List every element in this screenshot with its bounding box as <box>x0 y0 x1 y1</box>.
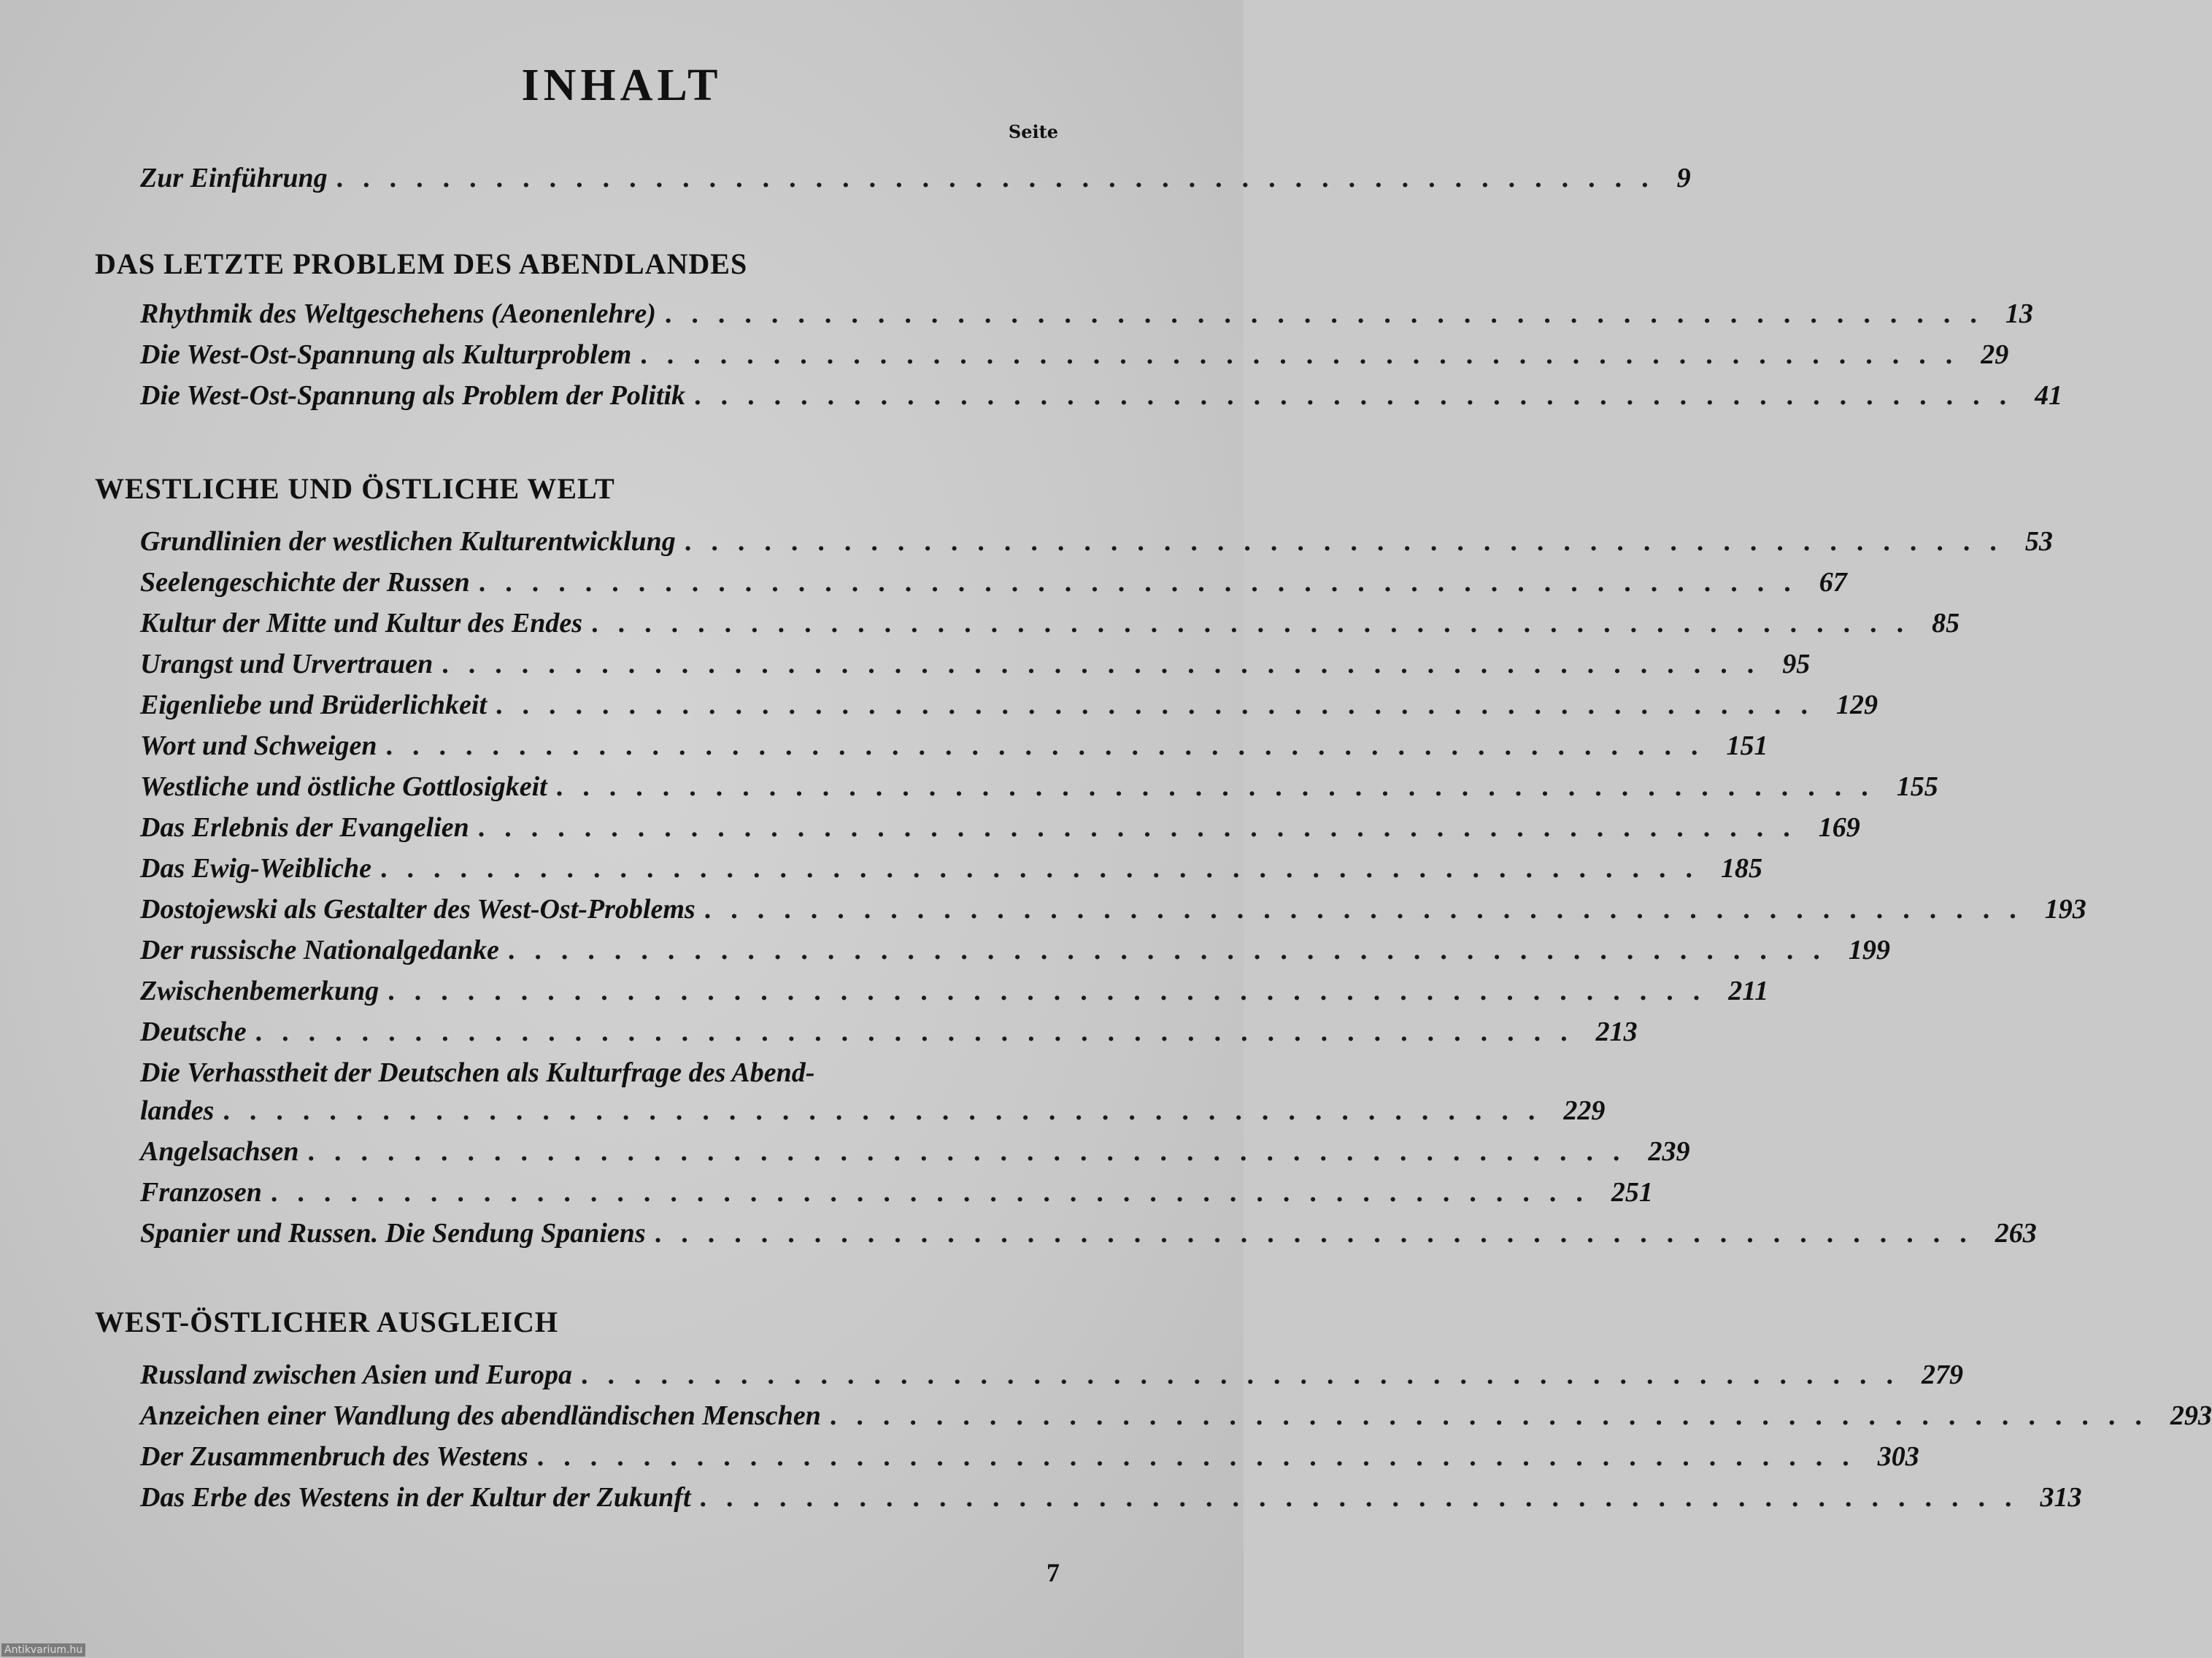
leader-dots: .................................................. <box>223 1095 1555 1126</box>
toc-entry <box>140 648 1811 689</box>
toc-entry-title: Kultur der Mitte und Kultur des Endes <box>140 608 583 639</box>
toc-entry-page: 95 <box>1782 649 1811 679</box>
toc-entry-page: 199 <box>1848 935 1890 965</box>
toc-entry <box>140 934 1890 975</box>
toc-entry-page: 193 <box>2044 894 2086 925</box>
toc-entry-page: 185 <box>1721 853 1763 884</box>
toc-entry-title: Die West-Ost-Spannung als Kulturproblem <box>140 339 632 370</box>
toc-entry-title: Anzeichen einer Wandlung des abendländischen Menschen <box>140 1400 821 1431</box>
toc-entry <box>140 339 2009 379</box>
leader-dots: .................................................. <box>442 649 1774 679</box>
toc-entry-title-line1: Die Verhasstheit der Deutschen als Kulturfrage des Abend- <box>140 1057 815 1088</box>
page-number: 7 <box>1047 1558 1060 1587</box>
toc-entry-title: Eigenliebe und Brüderlichkeit <box>140 690 488 720</box>
toc-entry-title: Die West-Ost-Spannung als Problem der Politik <box>140 380 686 411</box>
toc-entry-title: landes <box>140 1095 215 1126</box>
toc-entry <box>140 1016 1638 1057</box>
toc-entry <box>140 1400 2212 1441</box>
toc-entry-title: Urangst und Urvertrauen <box>140 649 433 679</box>
toc-entry-page: 213 <box>1595 1017 1638 1047</box>
toc-entry-page: 303 <box>1877 1441 1919 1472</box>
toc-entry-page: 263 <box>1995 1218 2037 1249</box>
toc-entry-page: 9 <box>1676 163 1691 193</box>
leader-dots: .................................................. <box>385 730 1718 761</box>
toc-entry <box>140 525 2053 566</box>
toc-entry <box>140 607 1960 648</box>
toc-entry-page: 29 <box>1981 339 2009 370</box>
toc-entry <box>140 771 1938 811</box>
toc-entry <box>140 852 1763 893</box>
leader-dots: .................................................. <box>591 608 1924 639</box>
toc-entry <box>140 1095 1606 1135</box>
toc-entry-page: 313 <box>2040 1482 2082 1513</box>
toc-entry <box>140 1176 1653 1217</box>
toc-entry <box>140 893 2086 934</box>
leader-dots: .................................................. <box>699 1482 2032 1513</box>
toc-entry-page: 279 <box>1922 1360 1964 1390</box>
toc-entry <box>140 1135 1690 1176</box>
toc-entry-title: Deutsche <box>140 1017 247 1047</box>
toc-entry-title: Westliche und östliche Gottlosigkeit <box>140 771 547 802</box>
section-heading: WEST-ÖSTLICHER AUSGLEICH <box>95 1306 558 1338</box>
page-column-label: Seite <box>1008 121 1058 142</box>
toc-entry-title: Spanier und Russen. Die Sendung Spaniens <box>140 1218 646 1249</box>
toc-entry <box>140 379 2063 420</box>
toc-entry <box>140 975 1769 1016</box>
toc-entry-page: 151 <box>1726 730 1768 761</box>
leader-dots: .................................................. <box>336 163 1668 193</box>
toc-entry-page: 13 <box>2005 298 2033 329</box>
leader-dots: .................................................. <box>555 771 1888 802</box>
toc-entry-page: 169 <box>1818 812 1860 843</box>
leader-dots: .................................................. <box>478 567 1811 598</box>
toc-entry-page: 229 <box>1563 1095 1606 1126</box>
section-heading: WESTLICHE UND ÖSTLICHE WELT <box>95 472 615 505</box>
leader-dots: .................................................. <box>640 339 1973 370</box>
toc-entry <box>140 689 1878 730</box>
leader-dots: .................................................. <box>507 935 1840 965</box>
leader-dots: .................................................. <box>270 1177 1603 1208</box>
section-heading: DAS LETZTE PROBLEM DES ABENDLANDES <box>95 247 748 280</box>
toc-entry-title: Angelsachsen <box>140 1136 299 1167</box>
toc-entry-page: 129 <box>1836 690 1878 720</box>
toc-entry <box>140 1441 1919 1481</box>
toc-entry-page: 155 <box>1896 771 1938 802</box>
toc-entry <box>140 730 1768 771</box>
leader-dots: .................................................. <box>581 1360 1914 1390</box>
toc-entry-title: Zwischenbemerkung <box>140 976 379 1006</box>
toc-entry-page: 293 <box>2170 1400 2212 1431</box>
toc-entry-title: Zur Einführung <box>140 163 328 193</box>
leader-dots: .................................................. <box>536 1441 1869 1472</box>
page-title: INHALT <box>521 61 722 110</box>
leader-dots: .................................................. <box>307 1136 1640 1167</box>
toc-entry-title: Das Erlebnis der Evangelien <box>140 812 469 843</box>
leader-dots: .................................................. <box>684 526 2016 557</box>
toc-entry-title: Das Ewig-Weibliche <box>140 853 372 884</box>
toc-entry-title: Dostojewski als Gestalter des West-Ost-Problems <box>140 894 695 925</box>
toc-entry-title: Russland zwischen Asien und Europa <box>140 1360 573 1390</box>
toc-entry-page: 251 <box>1611 1177 1653 1208</box>
toc-entry-title: Der russische Nationalgedanke <box>140 935 499 965</box>
leader-dots: .................................................. <box>654 1218 1986 1249</box>
toc-entry <box>140 1359 1964 1400</box>
leader-dots: .................................................. <box>496 690 1828 720</box>
toc-entry-page: 67 <box>1819 567 1847 598</box>
toc-entry <box>140 811 1860 852</box>
toc-entry-title: Seelengeschichte der Russen <box>140 567 470 598</box>
toc-entry <box>140 1481 2082 1522</box>
leader-dots: .................................................. <box>704 894 2036 925</box>
leader-dots: .................................................. <box>829 1400 2162 1431</box>
leader-dots: .................................................. <box>477 812 1810 843</box>
toc-entry <box>140 162 1691 203</box>
leader-dots: .................................................. <box>694 380 2027 411</box>
leader-dots: .................................................. <box>664 298 1997 329</box>
toc-entry-title: Grundlinien der westlichen Kulturentwicklung <box>140 526 676 557</box>
toc-entry <box>140 298 2033 339</box>
toc-entry <box>140 1217 2037 1258</box>
toc-entry-title: Wort und Schweigen <box>140 730 377 761</box>
leader-dots: .................................................. <box>255 1017 1587 1047</box>
toc-entry-page: 239 <box>1648 1136 1690 1167</box>
leader-dots: .................................................. <box>388 976 1720 1006</box>
toc-entry-title: Der Zusammenbruch des Westens <box>140 1441 528 1472</box>
toc-entry-page: 85 <box>1932 608 1960 639</box>
toc-entry-title: Rhythmik des Weltgeschehens (Aeonenlehre) <box>140 298 656 329</box>
toc-entry-title: Franzosen <box>140 1177 262 1208</box>
leader-dots: .................................................. <box>380 853 1713 884</box>
toc-entry-page: 53 <box>2024 526 2053 557</box>
toc-entry-page: 211 <box>1728 976 1769 1006</box>
toc-entry-page: 41 <box>2035 380 2063 411</box>
toc-entry-title: Das Erbe des Westens in der Kultur der Zukunft <box>140 1482 691 1513</box>
watermark: Antikvarium.hu <box>1 1643 85 1657</box>
toc-entry <box>140 566 1847 607</box>
